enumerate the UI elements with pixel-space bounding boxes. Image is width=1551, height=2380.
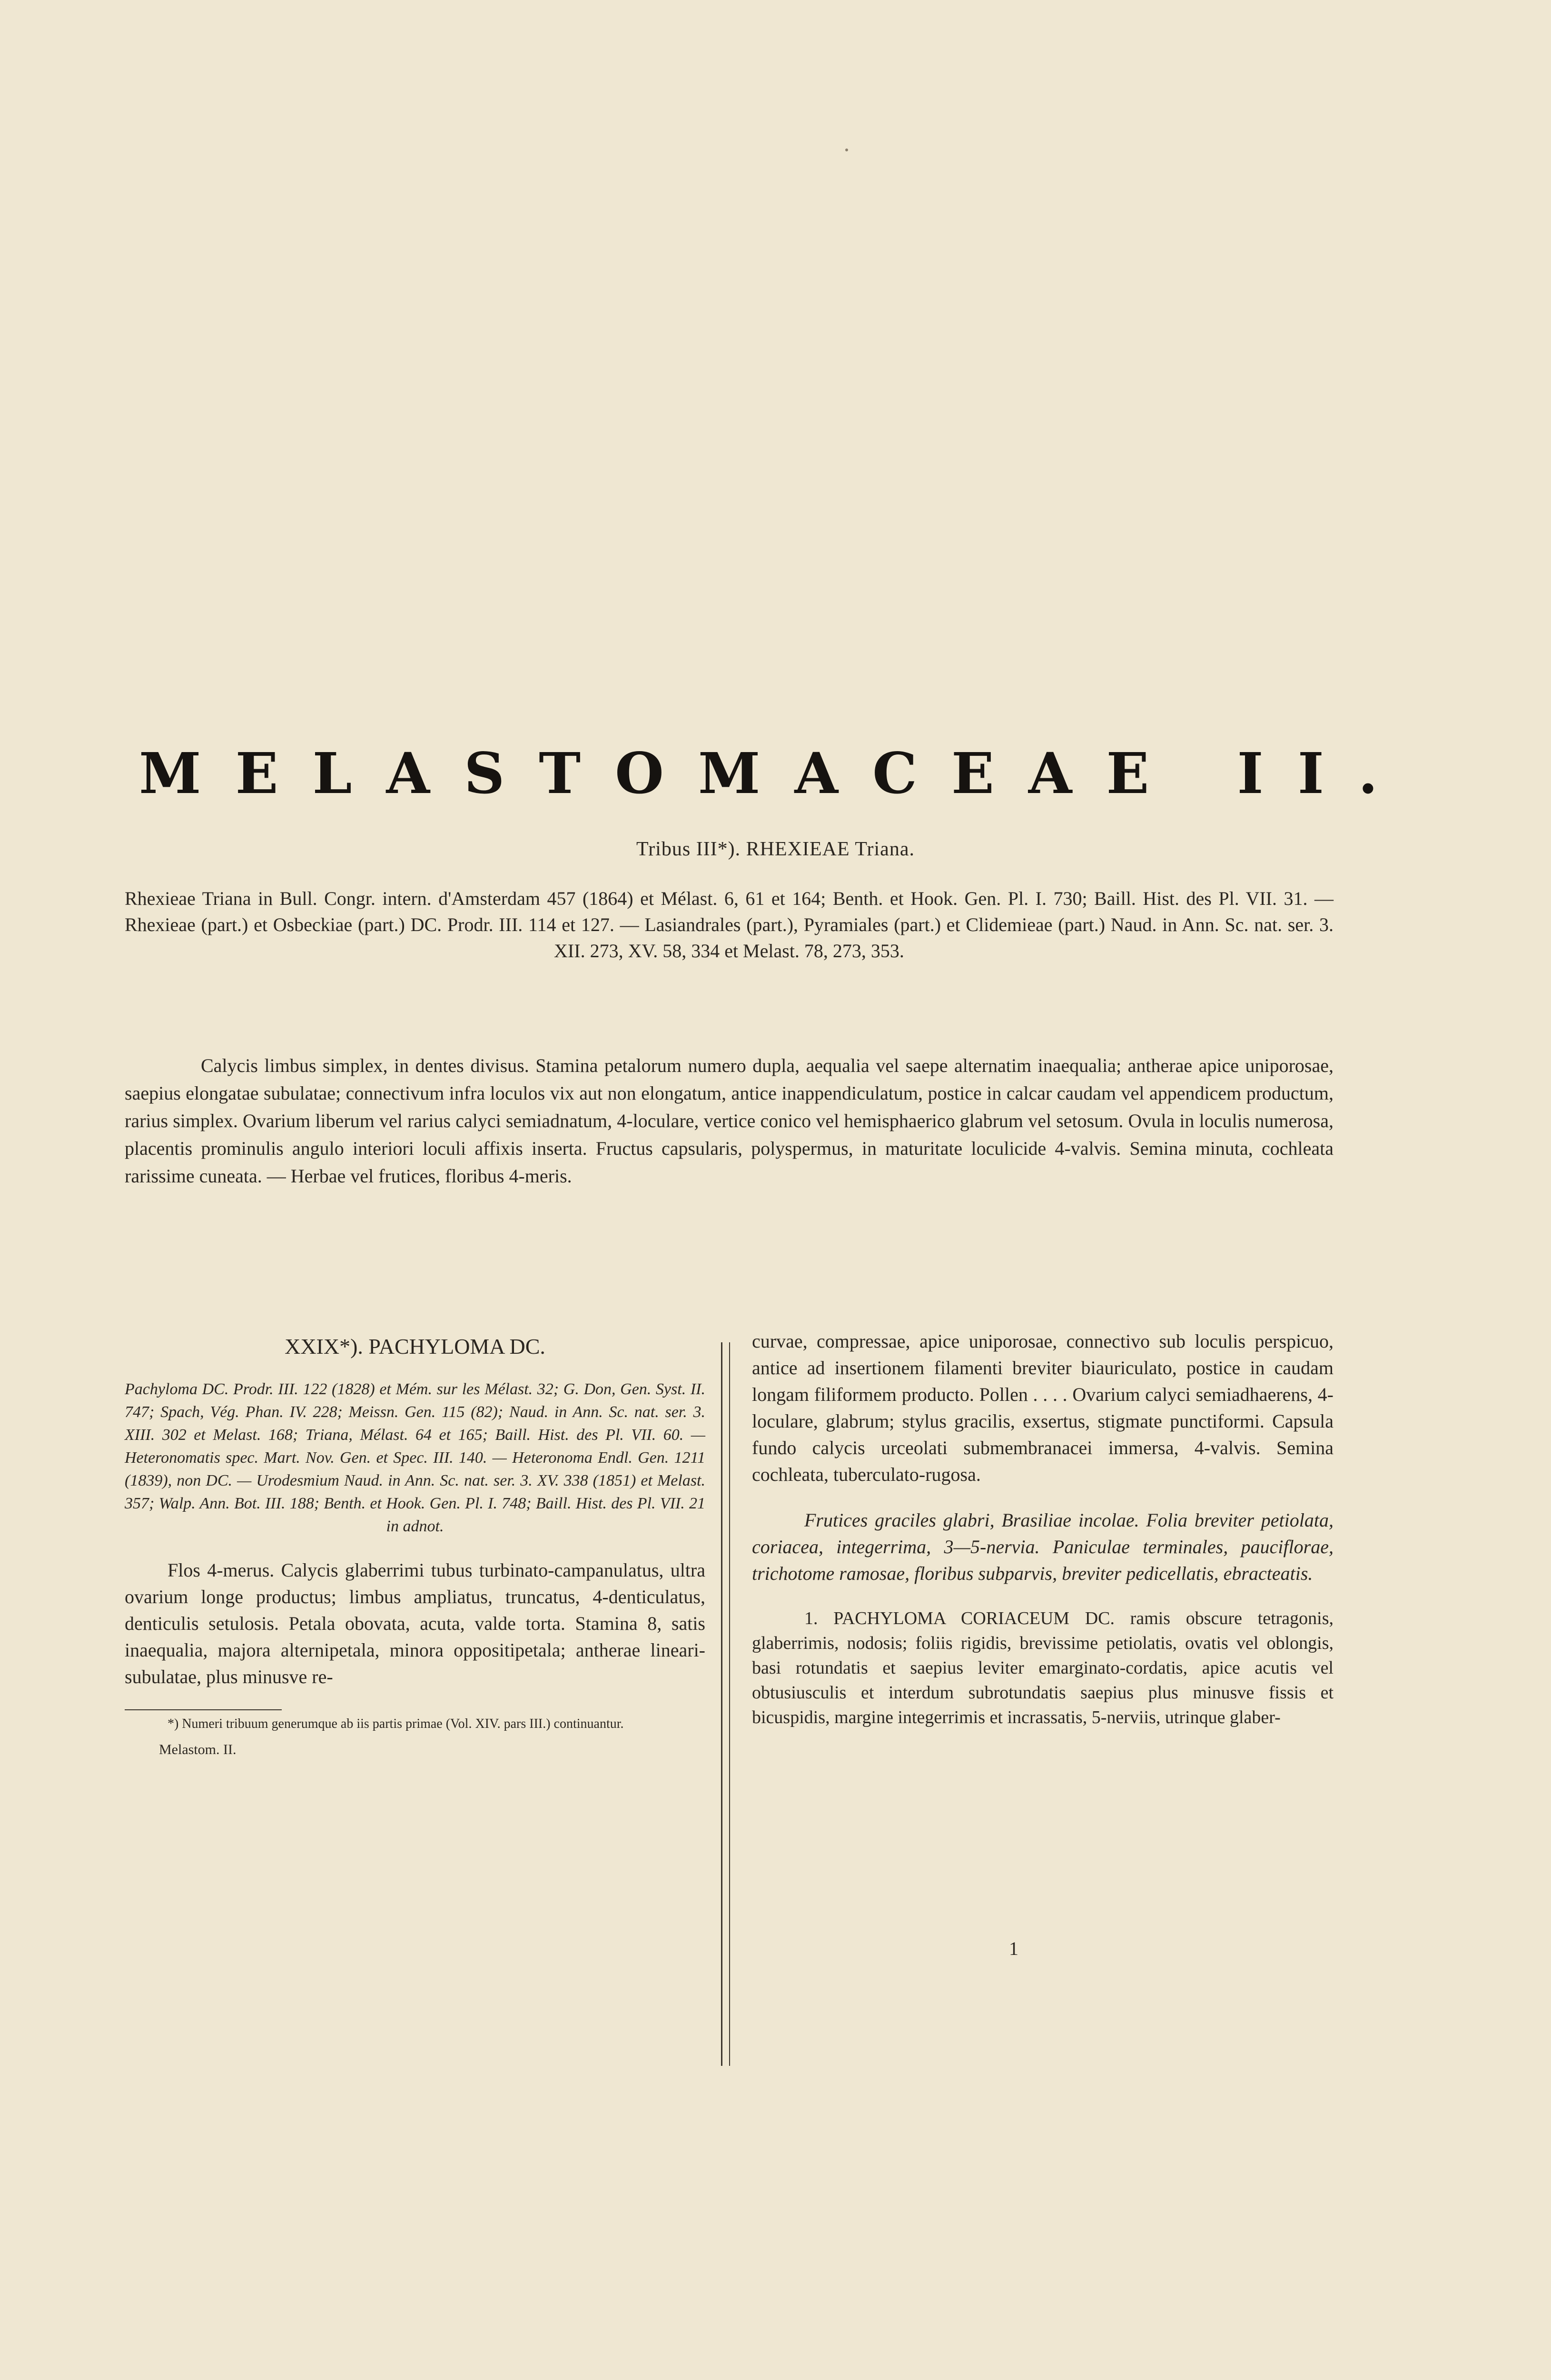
species-entry: 1. PACHYLOMA CORIACEUM DC. ramis obscure tetragonis, glaberrimis, nodosis; foliis rigidis, brevissime petiolatis, ovatis vel oblongis, basi rotundatis et saepius leviter emarginato-cordatis, apice acutis vel obtusiusculis et interdum subrotundatis saepius plus minusve fissis et bicuspidis, margine integerrimis et incrassatis, 5-nerviis, utrinque glaber-	[752, 1608, 1334, 1727]
footnote-rule	[125, 1709, 282, 1710]
speck	[845, 149, 848, 151]
family-title: MELASTOMACEAE II.	[139, 740, 1412, 806]
page-number: 1	[1009, 1938, 1018, 1959]
genus-heading: XXIX*). PACHYLOMA DC.	[285, 1334, 545, 1359]
genus-description-continued: curvae, compressae, apice uniporosae, connectivo sub loculis perspicuo, antice ad insertionem filamenti breviter biauriculato, postice in caudam longam filiformem producto. Pollen . . . . Ovarium calyci semiadhaerens, 4-loculare, glabrum; stylus gracilis, exsertus, stigmate punctiformi. Capsula fundo calycis urceolati submembranacei immersa, 4-valvis. Semina cochleata, tuberculato-rugosa.	[752, 1330, 1334, 1485]
flos-description: Flos 4-merus. Calycis glaberrimi tubus turbinato-campanulatus, ultra ovarium longe productus; limbus ampliatus, truncatus, 4-denticulatus, denticulis setulosis. Petala obovata, acuta, valde torta. Stamina 8, satis inaequalia, majora alternipetala, minora oppositipetala; antherae lineari-subulatae, plus minusve re-	[125, 1559, 705, 1687]
tribus-heading: Tribus III*). RHEXIEAE Triana.	[636, 838, 915, 860]
genus-habit: Frutices graciles glabri, Brasiliae incolae. Folia breviter petiolata, coriacea, integerrima, 3—5-nervia. Paniculae terminales, pauciflorae, trichotome ramosae, floribus subparvis, breviter pedicellatis, ebracteatis.	[752, 1509, 1334, 1584]
signature-mark: Melastom. II.	[159, 1742, 237, 1757]
left-column	[125, 1328, 705, 1758]
synonymy-text: Rhexieae Triana in Bull. Congr. intern. d'Amsterdam 457 (1864) et Mélast. 6, 61 et 164; Benth. et Hook. Gen. Pl. I. 730; Baill. Hist. des Pl. VII. 31. — Rhexieae (part.) et Osbeckiae (part.) DC. Prodr. III. 114 et 127. — Lasiandrales (part.), Pyramiales (part.) et Clidemieae (part.) Naud. in Ann. Sc. nat. ser. 3. XII. 273, XV. 58, 334 et Melast. 78, 273, 353.	[125, 888, 1334, 962]
tribe-description: Calycis limbus simplex, in dentes divisus. Stamina petalorum numero dupla, aequalia vel saepe alternatim inaequalia; antherae apice uniporosae, saepius elongatae subulatae; connectivum infra loculos vix aut non elongatum, antice inappendiculatum, postice in calcar caudam vel appendicem productum, rarius simplex. Ovarium liberum vel rarius calyci semiadnatum, 4-loculare, vertice conico vel hemisphaerico glabrum vel setosum. Ovula in loculis numerosa, placentis prominulis angulo interiori loculi affixis inserta. Fructus capsularis, polyspermus, in maturitate loculicide 4-valvis. Semina minuta, cochleata rarissime cuneata. — Herbae vel frutices, floribus 4-meris.	[125, 1055, 1334, 1187]
footnote: *) Numeri tribuum generumque ab iis partis primae (Vol. XIV. pars III.) continuantur.	[168, 1716, 624, 1731]
genus-citation: Pachyloma DC. Prodr. III. 122 (1828) et Mém. sur les Mélast. 32; G. Don, Gen. Syst. II. 747; Spach, Vég. Phan. IV. 228; Meissn. Gen. 115 (82); Naud. in Ann. Sc. nat. ser. 3. XIII. 302 et Melast. 168; Triana, Mélast. 64 et 165; Baill. Hist. des Pl. VII. 60. — Heteronomatis spec. Mart. Nov. Gen. et Spec. III. 140. — Heteronoma Endl. Gen. 1211 (1839), non DC. — Urodesmium Naud. in Ann. Sc. nat. ser. 3. XV. 338 (1851) et Melast. 357; Walp. Ann. Bot. III. 188; Benth. et Hook. Gen. Pl. I. 748; Baill. Hist. des Pl. VII. 21 in adnot.	[125, 1380, 705, 1535]
right-column	[752, 1328, 1334, 1730]
column-divider	[721, 1342, 722, 2066]
column-divider-inner	[729, 1342, 730, 2066]
